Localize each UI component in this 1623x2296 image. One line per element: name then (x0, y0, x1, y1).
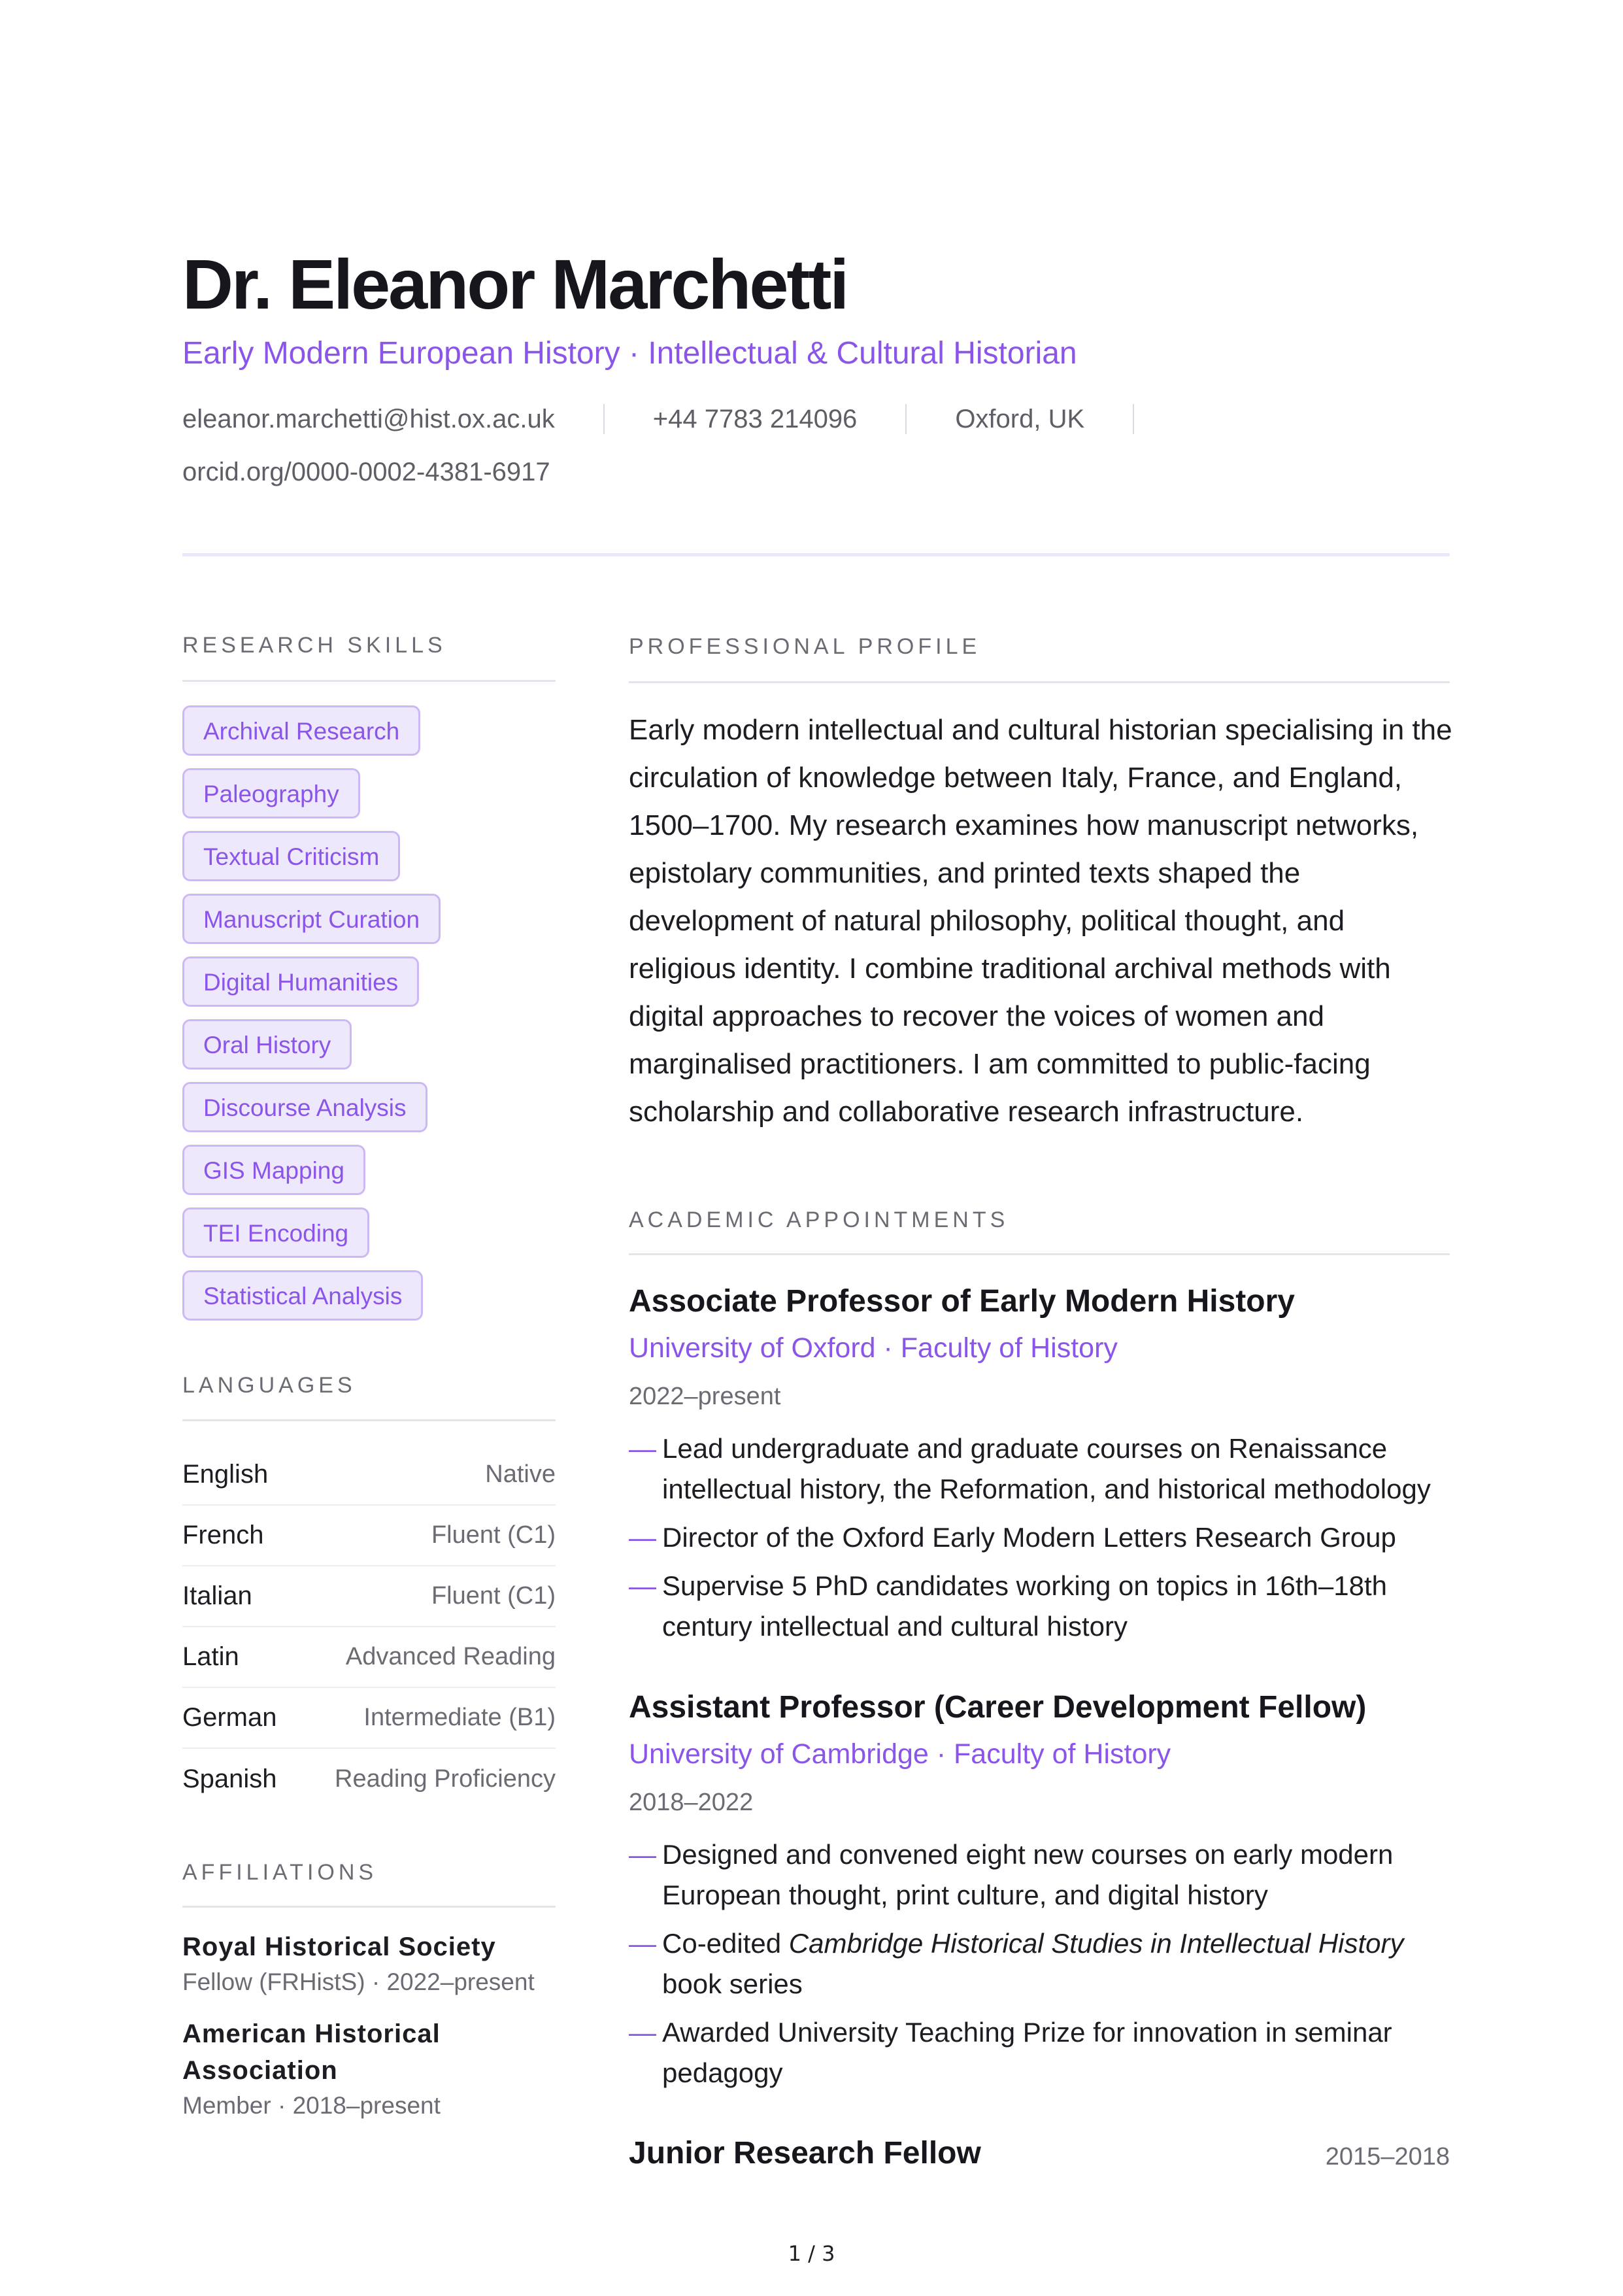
bullet-item (629, 1428, 1459, 1510)
affiliation-item (182, 2016, 522, 2123)
affiliation-name: American Historical Association (182, 2019, 441, 2085)
language-row (182, 1506, 556, 1566)
affiliation-meta: Fellow (FRHistS) · 2022–present (182, 1968, 535, 1995)
contact-email[interactable]: eleanor.marchetti@hist.ox.ac.uk (182, 404, 555, 433)
bullet-text: Lead undergraduate and graduate courses on Renaissance intellectual history, the Reformation, and historical methodology (662, 1433, 1431, 1504)
bullet-text-tail: book series (662, 1968, 803, 1999)
book-series-title: Cambridge Historical Studies in Intellectual History (788, 1928, 1404, 1959)
language-row (182, 1688, 556, 1749)
bullet-item (629, 1834, 1459, 1916)
bullet-dash: — (629, 1433, 656, 1464)
job-dates: 2018–2022 (629, 1789, 754, 1816)
affiliation-item (182, 1929, 575, 1999)
contact-row (182, 404, 1182, 434)
skill-chip: TEI Encoding (182, 1207, 369, 1258)
contact-phone[interactable]: +44 7783 214096 (652, 404, 858, 433)
appointments-heading: ACADEMIC APPOINTMENTS (629, 1207, 1009, 1232)
skill-chip: Archival Research (182, 705, 420, 756)
languages-divider (182, 1419, 556, 1421)
language-name: English (182, 1460, 269, 1489)
skill-chip: Oral History (182, 1019, 352, 1070)
language-level: Advanced Reading (345, 1643, 556, 1670)
affiliation-meta: Member · 2018–present (182, 2092, 441, 2119)
skill-chip: Discourse Analysis (182, 1082, 427, 1132)
header-divider (182, 553, 1450, 556)
bullet-dash: — (629, 1570, 656, 1601)
bullet-item (629, 2012, 1459, 2093)
language-row (182, 1566, 556, 1627)
bullet-dash: — (629, 1928, 656, 1959)
bullet-dash: — (629, 1522, 656, 1553)
job-title: Assistant Professor (Career Development Fellow) (629, 1690, 1367, 1725)
skill-chip: Paleography (182, 768, 360, 819)
skills-divider (182, 680, 556, 682)
contact-divider (1133, 404, 1134, 434)
contact-divider (603, 404, 605, 434)
profile-divider (629, 681, 1450, 683)
language-name: German (182, 1703, 277, 1732)
job-title: Associate Professor of Early Modern History (629, 1284, 1295, 1319)
affiliations-heading: AFFILIATIONS (182, 1860, 378, 1885)
language-row (182, 1749, 556, 1810)
skills-list (182, 705, 575, 1333)
bullet-text: Director of the Oxford Early Modern Letters Research Group (662, 1522, 1396, 1553)
language-name: Spanish (182, 1764, 277, 1793)
affiliation-name: Royal Historical Society (182, 1933, 496, 1961)
skill-chip: Textual Criticism (182, 831, 400, 881)
profile-text: Early modern intellectual and cultural historian specialising in the circulation of knowledge between Italy, France, and England, 1500–1700. My research examines how manuscript networks, epistolary communities, and printed texts shaped the development of natural philosophy, political thought, and religious identity. I combine traditional archival methods with digital approaches to recover the voices of women and marginalised practitioners. I am committed to public-facing scholarship and collaborative research infrastructure. (629, 714, 1452, 1128)
job-dates: 2015–2018 (1325, 2143, 1450, 2170)
job-title: Junior Research Fellow (629, 2136, 981, 2170)
job-organization: University of Cambridge · Faculty of History (629, 1738, 1171, 1770)
job-dates: 2022–present (629, 1383, 781, 1410)
skill-chip: Statistical Analysis (182, 1270, 423, 1321)
language-row (182, 1445, 556, 1506)
candidate-name: Dr. Eleanor Marchetti (182, 245, 848, 324)
languages-list (182, 1445, 556, 1810)
skill-chip: Manuscript Curation (182, 894, 441, 944)
language-row (182, 1627, 556, 1688)
language-level: Native (485, 1460, 556, 1488)
skills-heading: RESEARCH SKILLS (182, 633, 446, 658)
job-bullets (629, 1428, 1459, 1655)
contact-divider (905, 404, 907, 434)
bullet-text (662, 1923, 1459, 2004)
bullet-text: Designed and convened eight new courses on early modern European thought, print culture, and digital history (662, 1839, 1394, 1910)
bullet-item (629, 1566, 1459, 1647)
bullet-item (629, 1517, 1459, 1558)
contact-orcid[interactable]: orcid.org/0000-0002-4381-6917 (182, 458, 550, 486)
job-bullets (629, 1834, 1459, 2101)
contact-location: Oxford, UK (955, 404, 1085, 433)
language-level: Fluent (C1) (431, 1582, 556, 1610)
bullet-text: Awarded University Teaching Prize for innovation in seminar pedagogy (662, 2017, 1392, 2088)
bullet-dash: — (629, 1839, 656, 1870)
affiliations-divider (182, 1906, 556, 1908)
language-level: Fluent (C1) (431, 1521, 556, 1549)
language-name: Italian (182, 1581, 252, 1610)
bullet-dash: — (629, 2017, 656, 2048)
bullet-text: Supervise 5 PhD candidates working on topics in 16th–18th century intellectual and cultural history (662, 1570, 1388, 1642)
skill-chip: Digital Humanities (182, 956, 419, 1007)
skill-chip: GIS Mapping (182, 1145, 365, 1195)
profile-heading: PROFESSIONAL PROFILE (629, 634, 981, 659)
candidate-subtitle: Early Modern European History · Intellectual & Cultural Historian (182, 336, 1077, 371)
bullet-text-lead: Co-edited (662, 1928, 782, 1959)
appointments-divider (629, 1253, 1450, 1255)
language-level: Intermediate (B1) (363, 1704, 556, 1731)
job-organization: University of Oxford · Faculty of History (629, 1332, 1118, 1364)
language-level: Reading Proficiency (335, 1765, 556, 1793)
bullet-item (629, 1923, 1459, 2004)
languages-heading: LANGUAGES (182, 1373, 356, 1398)
language-name: French (182, 1521, 264, 1549)
language-name: Latin (182, 1642, 239, 1671)
page-number: 1 / 3 (788, 2241, 835, 2266)
